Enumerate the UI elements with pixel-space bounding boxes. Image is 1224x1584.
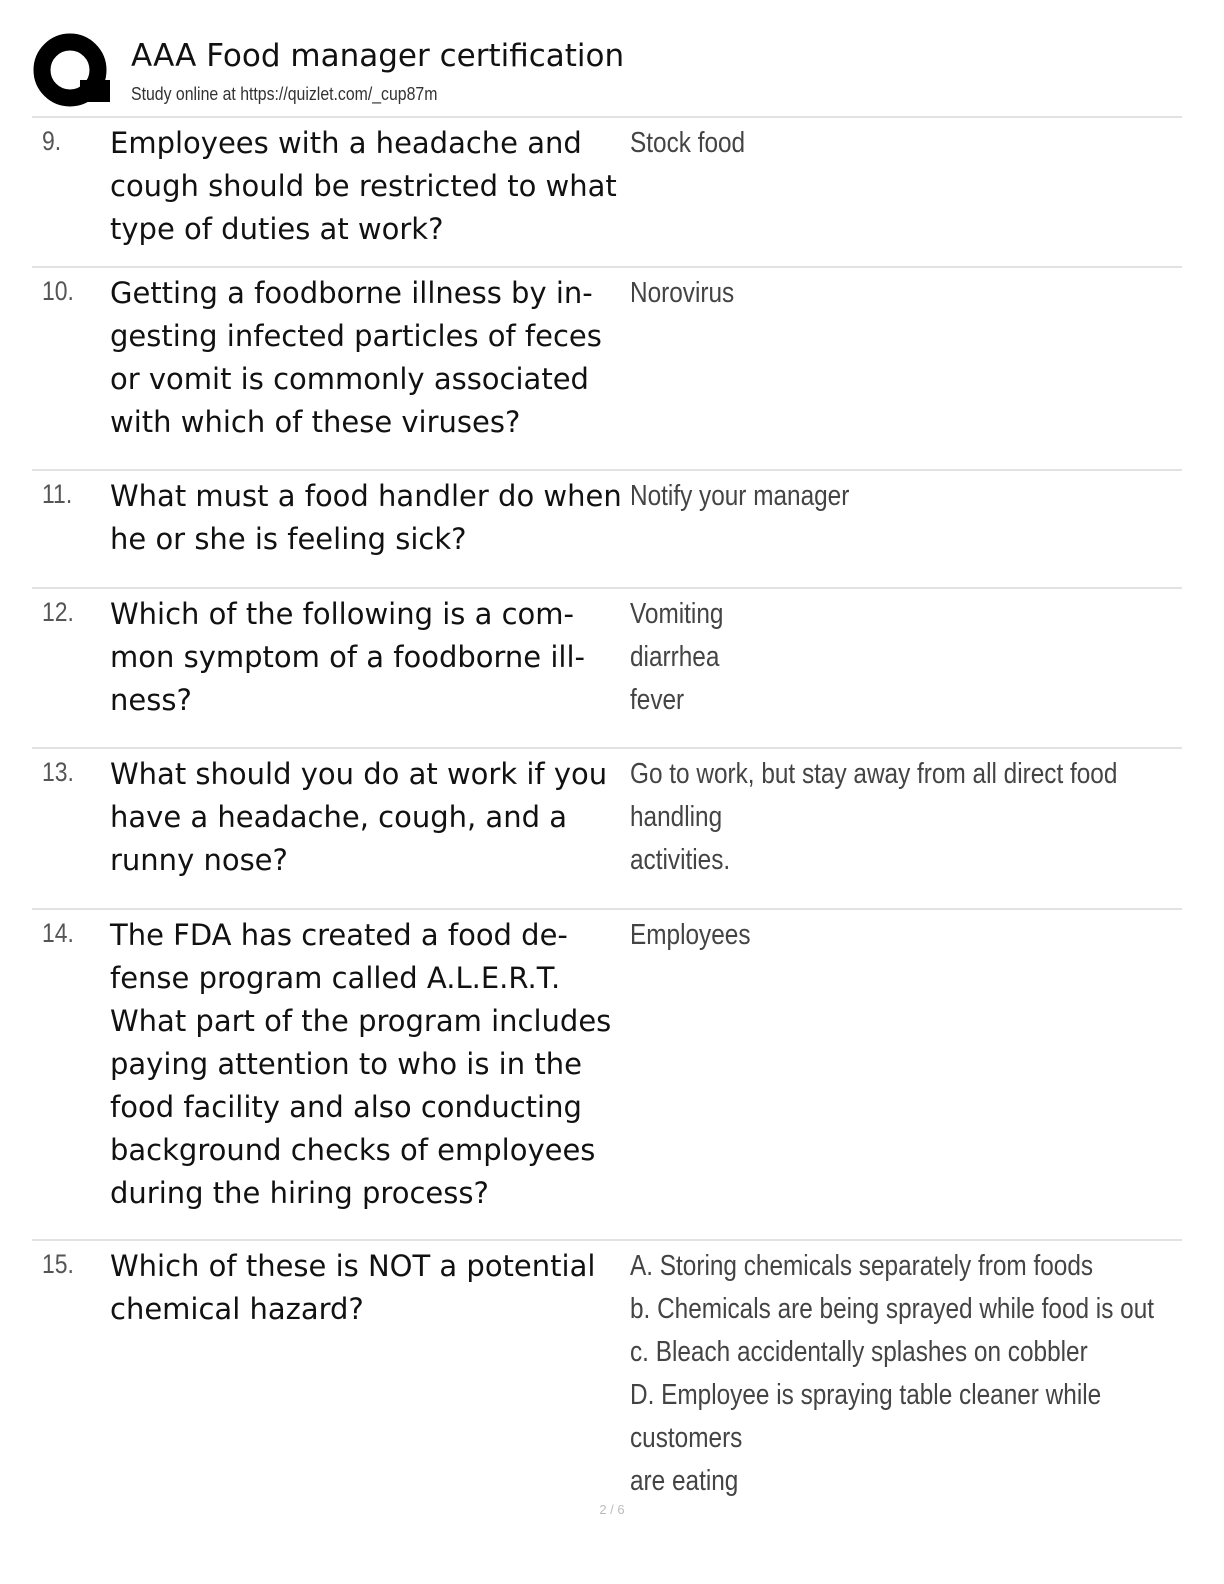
card-term: Which of these is NOT a potential chemical hazard? — [110, 1249, 596, 1326]
card-definition: Vomiting diarrhea fever — [630, 598, 724, 716]
card-definition: Notify your manager — [630, 480, 850, 512]
page-number: 2 / 6 — [599, 1502, 625, 1517]
card-term: What must a food handler do when he or she is feeling sick? — [110, 479, 622, 556]
card-number: 15. — [42, 1249, 74, 1279]
card-definition: Employees — [630, 919, 751, 951]
card-number: 11. — [42, 479, 73, 509]
flashcard-row — [32, 587, 1182, 747]
page-title: AAA Food manager certification — [131, 38, 625, 74]
page-header — [32, 32, 1182, 116]
card-definition: Stock food — [630, 127, 746, 159]
card-term: What should you do at work if you have a headache, cough, and a runny nose? — [110, 757, 608, 877]
card-term: The FDA has created a food de- fense program called A.L.E.R.T. What part of the program includes paying attention to who is in the food facility and also conducting background checks of employees during the hiring process? — [110, 918, 612, 1210]
flashcard-row — [32, 908, 1182, 1240]
card-number: 13. — [42, 757, 74, 787]
flashcard-row — [32, 747, 1182, 908]
study-link-text: Study online at https://quizlet.com/_cup87m — [131, 84, 438, 104]
quizlet-logo-icon — [32, 32, 112, 112]
card-definition: Norovirus — [630, 277, 735, 309]
flashcard-row — [32, 116, 1182, 268]
flashcard-row — [32, 266, 1182, 470]
card-number: 12. — [42, 597, 74, 627]
card-number: 10. — [42, 276, 74, 306]
card-definition: Go to work, but stay away from all direct food handling activities. — [630, 758, 1118, 876]
card-number: 14. — [42, 918, 74, 948]
card-term: Which of the following is a com- mon symptom of a foodborne ill- ness? — [110, 597, 586, 717]
card-term: Getting a foodborne illness by in- gesting infected particles of feces or vomit is commonly associated with which of these viruses? — [110, 276, 602, 439]
card-definition: A. Storing chemicals separately from foods b. Chemicals are being sprayed while food is out c. Bleach accidentally splashes on cobbler D. Employee is spraying table cleaner while customers are eating — [630, 1250, 1155, 1497]
card-term: Employees with a headache and cough should be restricted to what type of duties at work? — [110, 126, 617, 246]
flashcard-row — [32, 469, 1182, 587]
card-number: 9. — [42, 126, 62, 156]
flashcard-row — [32, 1239, 1182, 1497]
